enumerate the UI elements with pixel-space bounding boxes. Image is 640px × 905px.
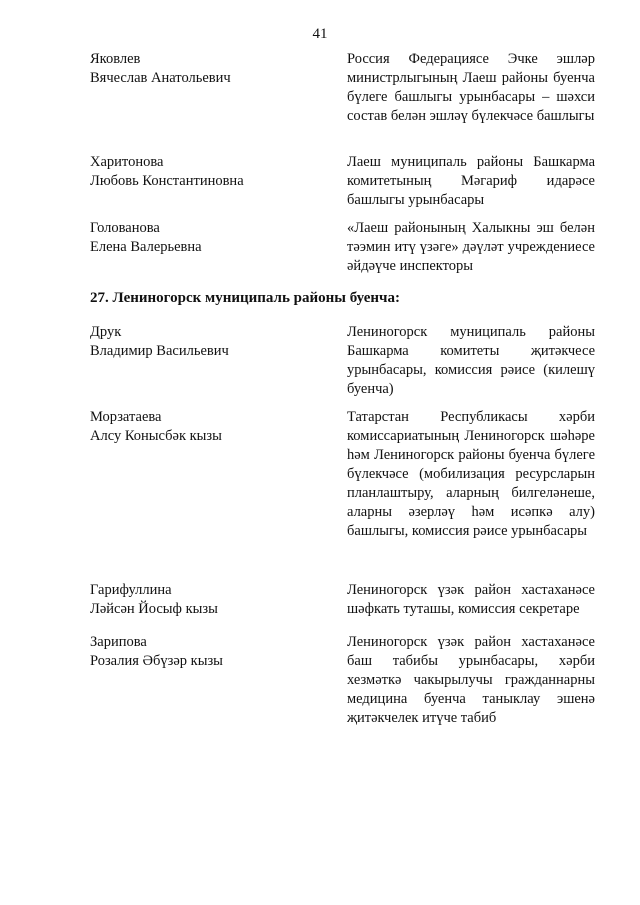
given-names: Любовь Константиновна	[90, 173, 244, 189]
surname: Харитонова	[90, 154, 164, 170]
surname: Гарифуллина	[90, 582, 172, 598]
person-name	[90, 633, 330, 671]
section-heading: 27. Лениногорск муниципаль районы буенча:	[90, 290, 400, 306]
given-names: Розалия Әбүзәр кызы	[90, 653, 223, 669]
given-names: Алсу Конысбәк кызы	[90, 428, 222, 444]
person-name	[90, 219, 330, 257]
person-name	[90, 153, 330, 191]
position-description: Татарстан Республикасы хәрби комиссариатының Лениногорск шәһәре һәм Лениногорск районы буенча бүлеге бүлекчәсе (мобилизация ресурсларын планлаштыру, аларның билгеләнеше, аларны әзерләү һәм исәпкә алу) башлыгы, комиссия рәисе урынбасары	[347, 409, 595, 539]
surname: Голованова	[90, 220, 160, 236]
person-name	[90, 408, 330, 446]
position-description: Лениногорск муниципаль районы Башкарма комитеты җитәкчесе урынбасары, комиссия рәисе (килешү буенча)	[347, 324, 595, 397]
surname: Яковлев	[90, 51, 141, 67]
person-name	[90, 323, 330, 361]
given-names: Вячеслав Анатольевич	[90, 70, 231, 86]
surname: Друк	[90, 324, 122, 340]
position-description: Россия Федерациясе Эчке эшләр министрлыгының Лаеш районы буенча бүлеге башлыгы урынбасары – шәхси состав белән эшләү бүлекчәсе башлыгы	[347, 51, 595, 124]
surname: Зарипова	[90, 634, 147, 650]
person-name	[90, 50, 330, 88]
surname: Морзатаева	[90, 409, 162, 425]
person-name	[90, 581, 330, 619]
position-description: «Лаеш районының Халыкны эш белән тәэмин итү үзәге» дәүләт учреждениесе әйдәүче инспекторы	[347, 220, 595, 274]
position-description: Лениногорск үзәк район хастаханәсе баш табибы урынбасары, хәрби хезмәткә чакырылучы гражданнарны медицина буенча таныклау эшенә җитәкчелек итүче табиб	[347, 634, 595, 726]
given-names: Владимир Васильевич	[90, 343, 229, 359]
given-names: Ләйсән Йосыф кызы	[90, 601, 218, 617]
page-number: 41	[312, 26, 328, 42]
position-description: Лениногорск үзәк район хастаханәсе шәфкать туташы, комиссия секретаре	[347, 582, 595, 617]
given-names: Елена Валерьевна	[90, 239, 202, 255]
position-description: Лаеш муниципаль районы Башкарма комитетының Мәгариф идарәсе башлыгы урынбасары	[347, 154, 595, 208]
